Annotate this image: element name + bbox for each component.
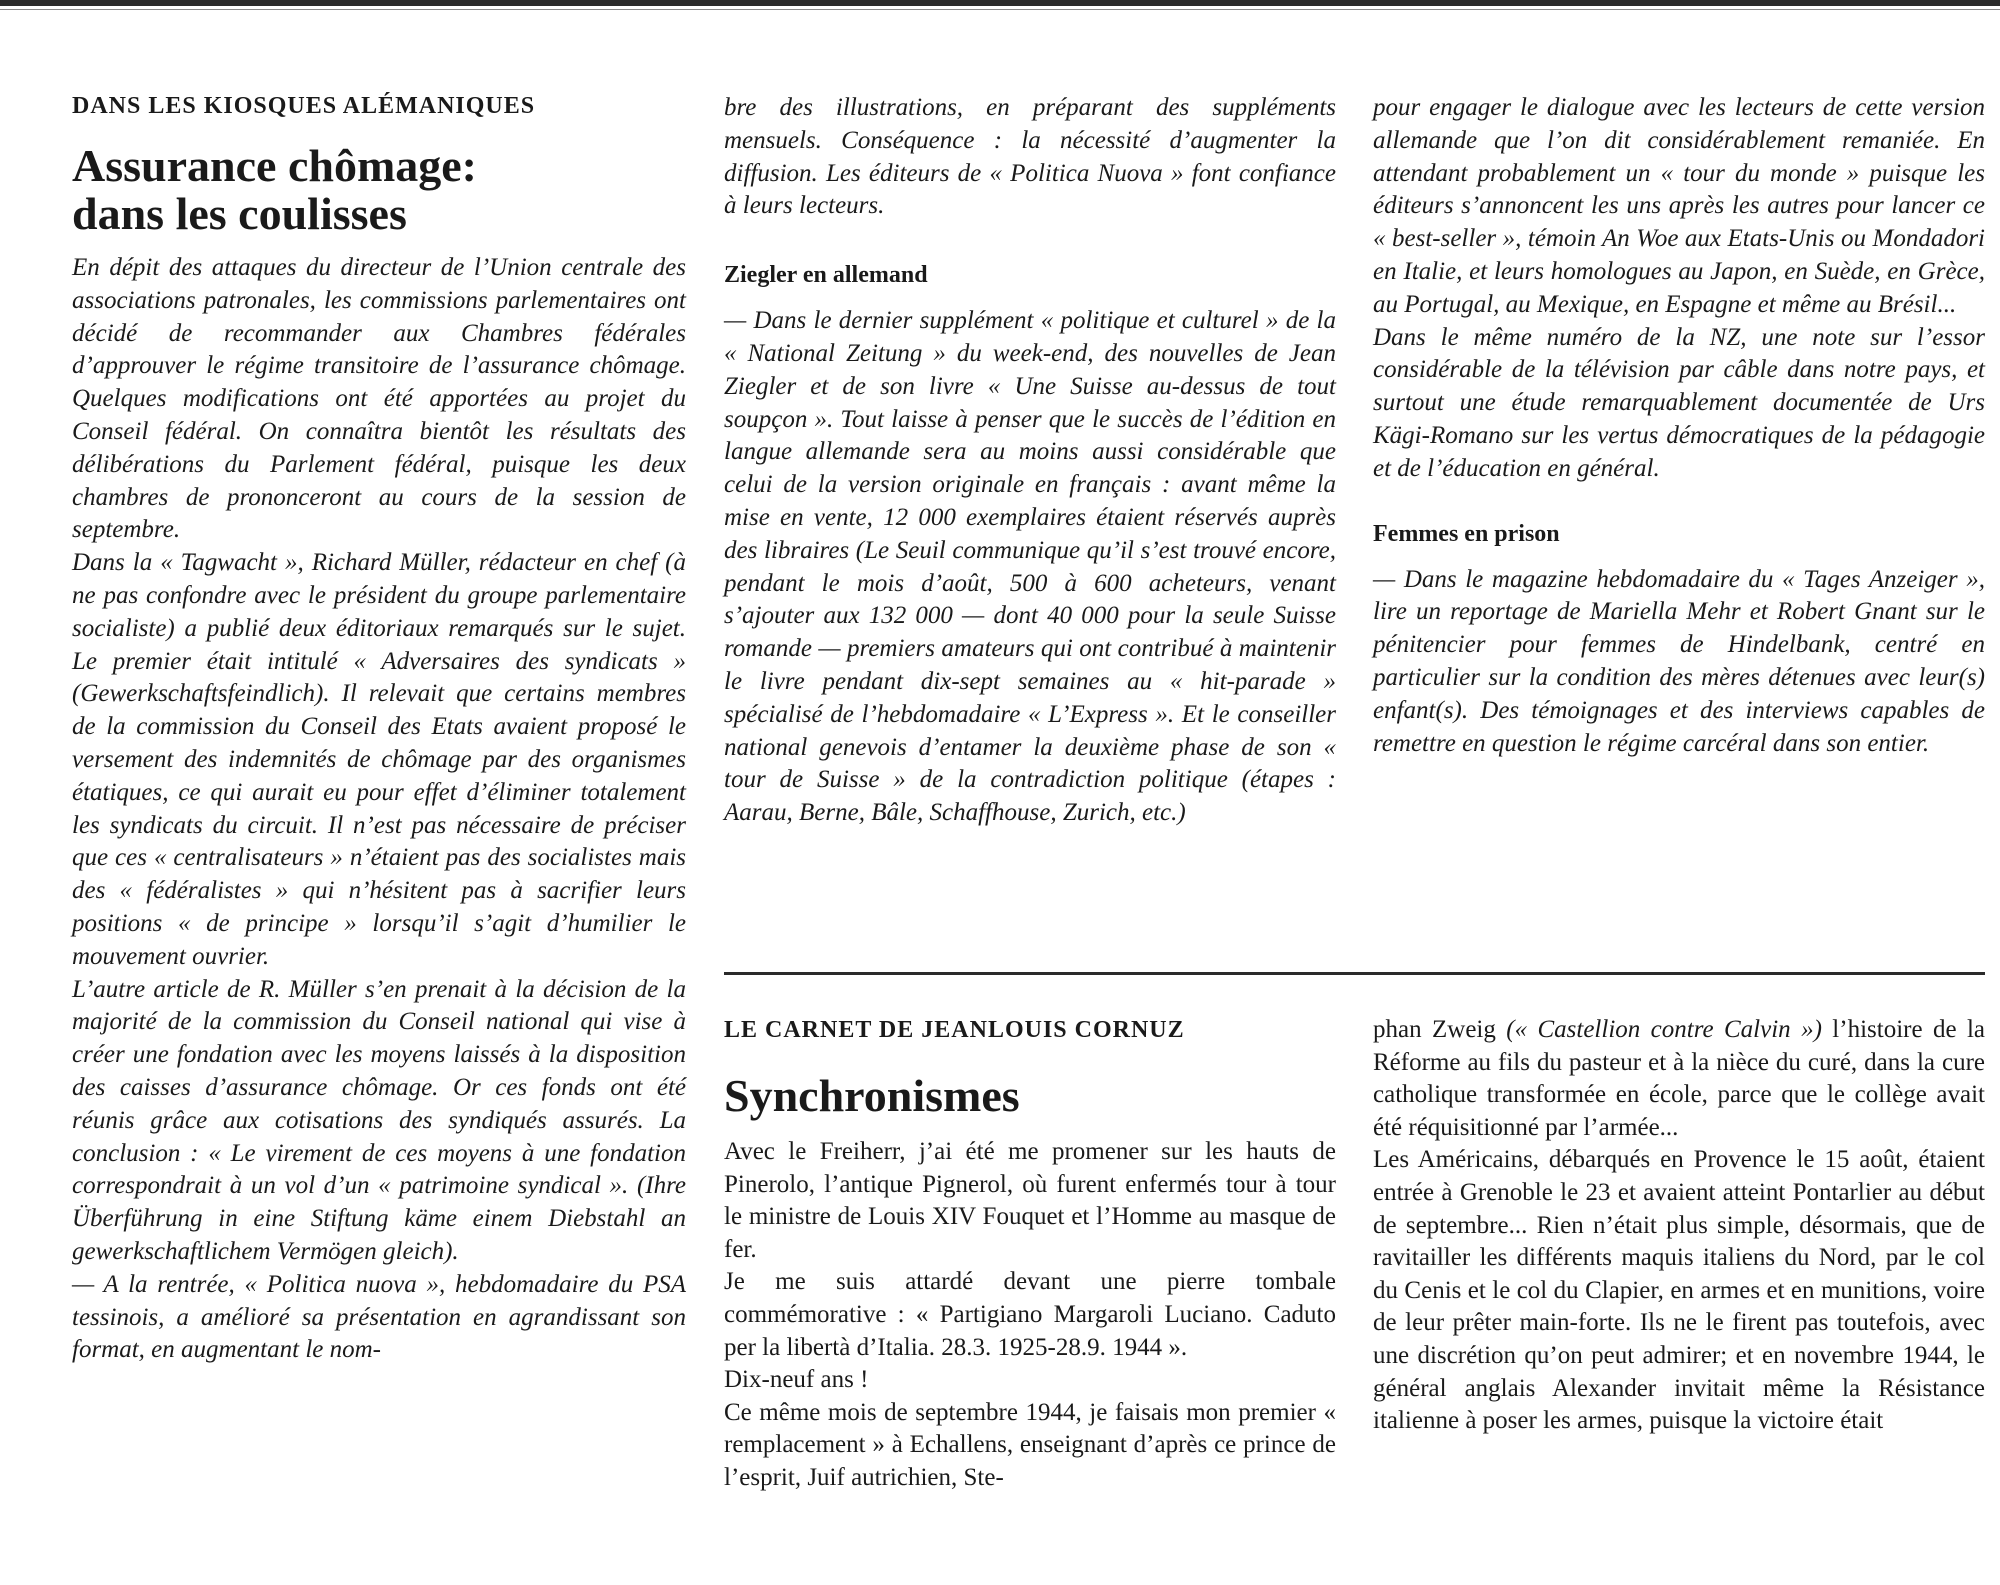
article2-kicker: LE CARNET DE JEANLOUIS CORNUZ [724,1017,1185,1043]
article1-paragraph: L’autre article de R. Müller s’en prenait à la décision de la majorité de la commission du Conseil national qui vise à créer une fondation avec les moyens laissés à la disposition des caisses d’assurance chômage. Or ces fonds ont été réunis grâce aux cotisations des syndiqués assurés. La conclusion : « Le virement de ces moyens à une fondation correspondrait à un vol d’un « patrimoine syndical ». (Ihre Überführung in eine Stiftung käme einem Diebstahl an gewerkschaftlichem Vermögen gleich). [72,975,686,1265]
article1-column3 [1373,92,1985,760]
article2-column2 [724,1016,1336,1495]
article2-paragraph: Je me suis attardé devant une pierre tombale commémorative : « Partigiano Margaroli Luciano. Caduto per la libertà d’Italia. 28.3. 1925-28.9. 1944 ». [724,1268,1336,1361]
article1-headline [72,142,686,238]
subheading-ziegler: Ziegler en allemand [724,262,928,289]
article2-text: phan Zweig [1373,1016,1507,1043]
article2-column3 [1373,1014,1985,1438]
article2-paragraph: Dix-neuf ans ! [724,1366,869,1394]
section-divider [724,972,1985,975]
article1-paragraph: Dans la « Tagwacht », Richard Müller, rédacteur en chef (à ne pas confondre avec le président du groupe parlementaire socialiste) a publié deux éditoriaux remarqués sur le sujet. Le premier était intitulé « Adversaires des syndicats » (Gewerkschaftsfeindlich). Il relevait que certains membres de la commission du Conseil des Etats avaient proposé le versement des indemnités de chômage par des organismes étatiques, ce qui aurait eu pour effet d’éliminer totalement les syndicats du circuit. Il n’est pas nécessaire de préciser que ces « centralisateurs » n’étaient pas des socialistes mais des « fédéralistes » qui n’hésitent pas à sacrifier leurs positions « de principe » lorsqu’il s’agit d’humilier le mouvement ouvrier. [72,549,686,970]
article2-book-title: (« Castellion contre Calvin ») [1506,1016,1822,1043]
article2-paragraph: Les Américains, débarqués en Provence le 15 août, étaient entrée à Grenoble le 23 et avaient atteint Pontarlier au début de septembre... Rien n’était plus simple, désormais, que de ravitailler les différents maquis italiens du Nord, par le col du Cenis et le col du Clapier, en armes et en munitions, voire de leur prêter main-forte. Ils ne le firent pas toutefois, avec une discrétion qu’on peut admirer; et en novembre 1944, le général anglais Alexander invitait même la Résistance italienne à poser les armes, puisque la victoire était [1373,1146,1985,1435]
top-rule [0,0,2000,6]
article1-paragraph: En dépit des attaques du directeur de l’Union centrale des associations patronales, les commissions parlementaires ont décidé de recommander aux Chambres fédérales d’approuver le régime transitoire de l’assurance chômage. Quelques modifications ont été apportées au projet du Conseil fédéral. On connaîtra bientôt les résultats des délibérations du Parlement fédéral, puisque les deux chambres de prononceront au cours de la session de septembre. [72,254,686,544]
article2-body-col2 [724,1136,1336,1495]
article1-paragraph: pour engager le dialogue avec les lecteurs de cette version allemande que l’on dit considérablement remaniée. En attendant probablement un « tour du monde » puisque les éditeurs s’annoncent les uns après les autres pour lancer ce « best-seller », témoin An Woe aux Etats-Unis ou Mondadori en Italie, et leurs homologues au Japon, en Suède, en Grèce, au Portugal, au Mexique, en Espagne et même au Brésil... [1373,94,1985,318]
article2-paragraph: Avec le Freiherr, j’ai été me promener sur les hauts de Pinerolo, l’antique Pignerol, où furent enfermés tour à tour le ministre de Louis XIV Fouquet et l’Homme au masque de fer. [724,1138,1336,1263]
article1-paragraph: — A la rentrée, « Politica nuova », hebdomadaire du PSA tessinois, a amélioré sa présentation en agrandissant son format, en augmentant le nom- [72,1270,686,1364]
article1-headline-line1: Assurance chômage: [72,140,477,191]
article1-paragraph: bre des illustrations, en préparant des suppléments mensuels. Conséquence : la nécessité d’augmenter la diffusion. Les éditeurs de « Politica Nuova » font confiance à leurs lecteurs. [724,94,1336,220]
article2-headline: Synchronismes [724,1070,1020,1121]
article1-kicker: DANS LES KIOSQUES ALÉMANIQUES [72,93,536,119]
article1-column2 [724,92,1336,830]
subheading-femmes: Femmes en prison [1373,520,1560,547]
article1-paragraph: — Dans le dernier supplément « politique et culturel » de la « National Zeitung » du week-end, des nouvelles de Jean Ziegler et de son livre « Une Suisse au-dessus de tout soupçon ». Tout laisse à penser que le succès de l’édition en langue allemande sera au moins aussi considérable que celui de la version originale en français : avant même la mise en vente, 12 000 exemplaires étaient réservés auprès des libraires (Le Seuil communique qu’il s’est trouvé encore, pendant le mois d’août, 500 à 600 acheteurs, venant s’ajouter aux 132 000 — dont 40 000 pour la seule Suisse romande — premiers amateurs qui ont contribué à maintenir le livre pendant dix-sept semaines au « hit-parade » spécialisé de l’hebdomadaire « L’Express ». Et le conseiller national genevois d’entamer la deuxième phase de son « tour de Suisse » de la contradiction politique (étapes : Aarau, Berne, Bâle, Schaffhouse, Zurich, etc.) [724,307,1336,827]
article1-paragraph: — Dans le magazine hebdomadaire du « Tages Anzeiger », lire un reportage de Mariella Mehr et Robert Gnant sur le pénitencier pour femmes de Hindelbank, centré en particulier sur la condition des mères détenues avec leur(s) enfant(s). Des témoignages et des interviews capables de remettre en question le régime carcéral dans son entier. [1373,565,1985,757]
article1-body-col1 [72,252,686,1367]
article1-column1 [72,92,686,1367]
article2-paragraph: Ce même mois de septembre 1944, je faisais mon premier « remplacement » à Echallens, enseignant d’après ce prince de l’esprit, Juif autrichien, Ste- [724,1398,1336,1491]
article2-paragraph [1373,1014,1985,1144]
article1-headline-line2: dans les coulisses [72,188,407,239]
article2-text: l’histoire de la Réforme au fils du pasteur et à la nièce du curé, dans la cure catholique transformée en école, parce que le collège avait été réquisitionné par l’armée... [1373,1016,1985,1141]
article1-paragraph: Dans le même numéro de la NZ, une note sur l’essor considérable de la télévision par câble dans notre pays, et surtout une étude remarquablement documentée de Urs Kägi-Romano sur les vertus démocratiques de la pédagogie et de l’éducation en général. [1373,323,1985,482]
top-rule-thin [0,9,2000,10]
